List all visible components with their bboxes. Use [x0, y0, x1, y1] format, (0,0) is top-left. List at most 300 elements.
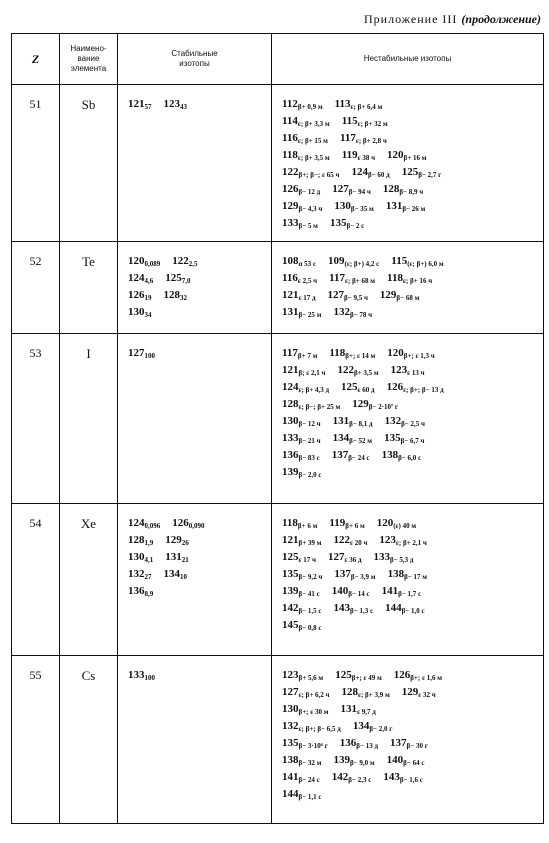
isotope-note: β+ 6 м — [345, 522, 365, 530]
mass-number: 123 — [390, 364, 408, 376]
mass-number: 125 — [282, 551, 299, 563]
mass-number: 118 — [282, 149, 298, 161]
isotope-note: 32 — [180, 294, 187, 302]
isotope-line — [128, 584, 267, 601]
mass-number: 127 — [332, 183, 349, 195]
isotope-line — [282, 182, 539, 199]
mass-number: 128 — [163, 289, 180, 301]
isotope-entry — [333, 305, 372, 322]
mass-number: 135 — [384, 432, 401, 444]
isotope-entry — [282, 254, 316, 271]
isotope-note: β− 2,3 с — [348, 776, 372, 784]
isotope-line — [282, 584, 539, 601]
isotope-line — [282, 254, 539, 271]
isotope-entry — [282, 533, 321, 550]
isotope-entry — [282, 516, 317, 533]
isotope-entry — [391, 254, 443, 271]
isotope-note: β− 9,2 ч — [298, 573, 323, 581]
isotope-entry — [342, 114, 388, 131]
mass-number: 138 — [381, 449, 399, 461]
isotope-entry — [282, 182, 320, 199]
isotope-note: β+ 39 м — [298, 539, 322, 547]
isotope-note: ε; β+ 3,3 м — [297, 120, 330, 128]
mass-number: 140 — [386, 754, 404, 766]
mass-number: 131 — [282, 306, 299, 318]
isotope-entry — [384, 431, 424, 448]
isotope-entry — [128, 668, 155, 685]
isotope-line — [128, 516, 267, 533]
isotope-note: β− 26 м — [402, 205, 426, 213]
mass-number: 120 — [376, 517, 394, 529]
unstable-isotopes-cell — [272, 242, 544, 334]
mass-number: 109 — [328, 255, 345, 267]
mass-number: 117 — [339, 132, 356, 144]
isotope-entry — [128, 533, 153, 550]
mass-number: 120 — [387, 149, 404, 161]
mass-number: 144 — [282, 788, 299, 800]
isotope-line — [128, 271, 267, 288]
mass-number: 122 — [282, 166, 299, 178]
isotope-entry — [128, 516, 160, 533]
isotope-entry — [128, 288, 152, 305]
isotope-entry — [282, 165, 339, 182]
isotope-entry — [332, 584, 370, 601]
isotope-note: β+ 7 м — [297, 352, 318, 360]
table-row — [12, 85, 544, 242]
element-cell: I — [60, 334, 118, 504]
mass-number: 125 — [335, 669, 352, 681]
isotope-entry — [330, 216, 364, 233]
stable-isotopes-cell — [118, 85, 272, 242]
mass-number: 141 — [282, 771, 299, 783]
isotope-note: ε 13 ч — [407, 369, 425, 377]
isotope-entry — [341, 380, 375, 397]
isotope-note: β− 2,7 г — [418, 171, 442, 179]
table-row — [12, 656, 544, 824]
mass-number: 141 — [381, 585, 399, 597]
mass-number: 131 — [340, 703, 358, 715]
isotope-note: 2,5 — [188, 260, 198, 268]
isotope-note: ε; β+ 3,9 м — [357, 691, 390, 699]
isotope-entry — [172, 516, 204, 533]
mass-number: 139 — [333, 754, 350, 766]
isotope-note: ε 32 ч — [418, 691, 436, 699]
isotope-line — [282, 668, 539, 685]
mass-number: 134 — [163, 568, 180, 580]
mass-number: 132 — [282, 720, 299, 732]
mass-number: 136 — [339, 737, 357, 749]
isotope-note: ε; β+ 2,8 ч — [355, 137, 387, 145]
mass-number: 139 — [282, 466, 299, 478]
isotope-entry — [282, 414, 321, 431]
mass-number: 118 — [387, 272, 403, 284]
isotope-entry — [282, 288, 316, 305]
isotope-entry — [391, 363, 425, 380]
stable-isotopes-cell — [118, 656, 272, 824]
mass-number: 123 — [379, 534, 396, 546]
isotope-line — [282, 148, 539, 165]
isotope-note: β+; ε 14 м — [345, 352, 376, 360]
isotope-note: β− 9,0 м — [349, 759, 375, 767]
isotope-entry — [334, 567, 375, 584]
isotope-entry — [333, 414, 373, 431]
isotope-note: 100 — [144, 674, 155, 682]
isotope-note: 57 — [144, 103, 152, 111]
isotope-note: 43 — [180, 103, 187, 111]
mass-number: 119 — [329, 517, 346, 529]
isotope-line — [128, 346, 267, 363]
isotope-note: α 53 с — [298, 260, 317, 268]
mass-number: 118 — [282, 517, 298, 529]
isotope-entry — [333, 753, 374, 770]
isotope-note: β− 9,5 ч — [344, 294, 368, 302]
isotope-note: β− 68 м — [396, 294, 420, 302]
mass-number: 138 — [282, 754, 299, 766]
isotope-note: 4,1 — [144, 556, 154, 564]
isotope-line — [128, 305, 267, 322]
isotope-entry — [328, 288, 368, 305]
isotope-note: ε 38 ч — [357, 154, 376, 162]
isotope-entry — [329, 271, 375, 288]
isotope-line — [282, 448, 539, 465]
column-header-unstable: Нестабильные изотопы — [272, 34, 544, 85]
mass-number: 124 — [128, 517, 145, 529]
mass-number: 137 — [331, 449, 349, 461]
mass-number: 117 — [282, 347, 298, 359]
isotope-note: ε 17 ч — [298, 556, 316, 564]
isotope-line — [282, 414, 539, 431]
isotope-table — [11, 33, 544, 824]
z-cell: 52 — [12, 242, 60, 334]
isotope-note: β+; β−; ε 65 ч — [298, 171, 340, 179]
isotope-entry — [332, 182, 371, 199]
isotope-note: β− 83 с — [298, 454, 320, 462]
isotope-line — [282, 567, 539, 584]
mass-number: 133 — [282, 217, 299, 229]
table-header-row — [12, 34, 544, 85]
z-cell: 55 — [12, 656, 60, 824]
isotope-note: β+ 3,5 м — [353, 369, 379, 377]
isotope-entry — [128, 305, 152, 322]
isotope-entry — [165, 533, 189, 550]
isotope-note: ε; β+; β− 13 д — [403, 386, 444, 394]
mass-number: 135 — [329, 217, 347, 229]
isotope-line — [282, 271, 539, 288]
mass-number: 125 — [401, 166, 419, 178]
isotope-note: β− 24 с — [348, 454, 370, 462]
mass-number: 112 — [282, 98, 298, 110]
mass-number: 130 — [282, 703, 299, 715]
isotope-entry — [128, 97, 152, 114]
element-cell: Xe — [60, 504, 118, 656]
table-row — [12, 334, 544, 504]
header-prefix: Приложение III — [364, 12, 458, 26]
isotope-entry — [334, 601, 374, 618]
mass-number: 131 — [165, 551, 182, 563]
mass-number: 142 — [282, 602, 299, 614]
isotope-note: ε 60 д — [357, 386, 375, 394]
mass-number: 121 — [282, 534, 299, 546]
isotope-entry — [282, 216, 318, 233]
mass-number: 130 — [128, 306, 145, 318]
mass-number: 131 — [332, 415, 350, 427]
isotope-entry — [282, 97, 323, 114]
unstable-isotopes-cell — [272, 334, 544, 504]
mass-number: 130 — [128, 551, 145, 563]
stable-isotopes-cell — [118, 242, 272, 334]
mass-number: 130 — [282, 415, 299, 427]
isotope-note: (ε; β+) 4,2 с — [344, 260, 380, 268]
isotope-entry — [282, 114, 330, 131]
mass-number: 142 — [331, 771, 349, 783]
isotope-entry — [390, 736, 428, 753]
element-cell: Te — [60, 242, 118, 334]
mass-number: 128 — [341, 686, 358, 698]
isotope-note: ε 20 ч — [349, 539, 368, 547]
isotope-note: β− 32 м — [298, 759, 322, 767]
isotope-line — [282, 346, 539, 363]
isotope-line — [282, 719, 539, 736]
mass-number: 138 — [387, 568, 405, 580]
table-row — [12, 504, 544, 656]
isotope-line — [128, 533, 267, 550]
isotope-entry — [329, 346, 375, 363]
isotope-note: β− 1,5 с — [298, 607, 322, 615]
isotope-entry — [385, 414, 425, 431]
isotope-entry — [282, 668, 323, 685]
isotope-line — [128, 254, 267, 271]
isotope-note: β− 2,5 ч — [401, 420, 425, 428]
isotope-entry — [282, 550, 316, 567]
isotope-entry — [282, 770, 320, 787]
mass-number: 130 — [334, 200, 351, 212]
mass-number: 116 — [282, 272, 298, 284]
mass-number: 135 — [282, 737, 299, 749]
mass-number: 122 — [333, 534, 350, 546]
mass-number: 121 — [128, 98, 145, 110]
isotope-entry — [128, 584, 153, 601]
mass-number: 143 — [333, 602, 351, 614]
mass-number: 123 — [282, 669, 299, 681]
mass-number: 119 — [341, 149, 358, 161]
isotope-note: β+ 6 м — [297, 522, 318, 530]
isotope-entry — [383, 770, 423, 787]
isotope-line — [128, 288, 267, 305]
isotope-note: β− 2,0 с — [298, 471, 322, 479]
isotope-entry — [164, 288, 188, 305]
element-cell: Sb — [60, 85, 118, 242]
mass-number: 120 — [387, 347, 404, 359]
mass-number: 126 — [386, 381, 404, 393]
isotope-line — [282, 601, 539, 618]
isotope-entry — [334, 199, 373, 216]
isotope-note: β− 1,7 с — [398, 590, 422, 598]
isotope-entry — [282, 702, 329, 719]
isotope-note: 26 — [181, 539, 189, 547]
isotope-line — [282, 550, 539, 567]
isotope-line — [282, 288, 539, 305]
isotope-note: 100 — [144, 352, 155, 360]
isotope-line — [282, 618, 539, 635]
isotope-line — [128, 97, 267, 114]
isotope-note: β− 2 с — [346, 222, 365, 230]
isotope-note: β− 24 с — [298, 776, 320, 784]
column-header-element: Наимено- вание элемента — [60, 34, 118, 85]
mass-number: 122 — [337, 364, 354, 376]
isotope-note: ε 36 д — [344, 556, 362, 564]
isotope-entry — [282, 397, 340, 414]
isotope-note: β− 1,3 с — [350, 607, 374, 615]
isotope-note: β− 1,6 с — [399, 776, 423, 784]
isotope-entry — [402, 165, 442, 182]
isotope-entry — [335, 668, 382, 685]
mass-number: 129 — [282, 200, 299, 212]
stable-isotopes-cell — [118, 334, 272, 504]
isotope-entry — [387, 271, 432, 288]
mass-number: 135 — [282, 568, 299, 580]
isotope-note: β− 78 ч — [349, 311, 373, 319]
mass-number: 129 — [379, 289, 397, 301]
isotope-line — [282, 165, 539, 182]
mass-number: 125 — [341, 381, 358, 393]
mass-number: 117 — [329, 272, 346, 284]
column-header-z: Z — [12, 34, 60, 85]
isotope-entry — [374, 550, 414, 567]
isotope-note: β+ 0,9 м — [297, 103, 323, 111]
isotope-entry — [333, 533, 367, 550]
isotope-note: β− 8,9 ч — [399, 188, 424, 196]
isotope-note: β− 94 ч — [348, 188, 371, 196]
isotope-note: β+; ε 1,6 м — [410, 674, 443, 682]
isotope-entry — [282, 148, 330, 165]
isotope-line — [282, 114, 539, 131]
isotope-note: 10 — [180, 573, 187, 581]
isotope-note: β− 1,0 с — [401, 607, 425, 615]
isotope-entry — [282, 567, 322, 584]
isotope-note: ε; β+ 68 м — [345, 277, 376, 285]
isotope-note: β− 30 г — [406, 742, 428, 750]
isotope-entry — [282, 271, 317, 288]
isotope-entry — [282, 685, 329, 702]
column-header-stable: Стабильные изотопы — [118, 34, 272, 85]
mass-number: 144 — [385, 602, 402, 614]
isotope-entry — [386, 199, 425, 216]
mass-number: 124 — [128, 272, 145, 284]
isotope-note: ε; β+ 16 ч — [402, 277, 433, 285]
isotope-note: (ε) 40 м — [393, 522, 417, 530]
isotope-entry — [128, 567, 152, 584]
isotope-line — [282, 533, 539, 550]
isotope-note: ε 2,5 ч — [297, 277, 318, 285]
mass-number: 113 — [334, 98, 351, 110]
mass-number: 127 — [327, 289, 345, 301]
isotope-note: ε; β+; β− 6,5 д — [298, 725, 341, 733]
isotope-entry — [380, 288, 419, 305]
isotope-note: 4,6 — [144, 277, 154, 285]
isotope-entry — [387, 148, 426, 165]
isotope-entry — [282, 465, 322, 482]
isotope-note: 27 — [144, 573, 152, 581]
isotope-note: ε; β+ 4,3 д — [298, 386, 330, 394]
isotope-note: β+; ε 30 м — [298, 708, 329, 716]
isotope-note: β+; ε 49 м — [351, 674, 382, 682]
isotope-entry — [282, 787, 322, 804]
mass-number: 143 — [383, 771, 400, 783]
mass-number: 131 — [385, 200, 403, 212]
unstable-isotopes-cell — [272, 656, 544, 824]
isotope-note: β− 60 д — [367, 171, 390, 179]
isotope-line — [282, 216, 539, 233]
isotope-entry — [128, 271, 153, 288]
isotope-note: β+ 16 м — [403, 154, 427, 162]
isotope-note: β− 17 м — [404, 573, 428, 581]
mass-number: 127 — [282, 686, 299, 698]
mass-number: 132 — [333, 306, 350, 318]
isotope-note: 8,9 — [144, 590, 154, 598]
mass-number: 137 — [334, 568, 351, 580]
isotope-entry — [164, 97, 188, 114]
isotope-line — [282, 753, 539, 770]
isotope-note: ε; β−; β+ 25 м — [298, 403, 341, 411]
mass-number: 145 — [282, 619, 299, 631]
isotope-note: β− 52 м — [349, 437, 373, 445]
isotope-entry — [282, 363, 325, 380]
mass-number: 108 — [282, 255, 299, 267]
mass-number: 121 — [282, 364, 299, 376]
mass-number: 125 — [165, 272, 182, 284]
isotope-note: β− 5 м — [298, 222, 318, 230]
isotope-entry — [282, 753, 321, 770]
mass-number: 126 — [282, 183, 299, 195]
isotope-line — [282, 305, 539, 322]
isotope-entry — [377, 516, 416, 533]
mass-number: 126 — [172, 517, 189, 529]
isotope-entry — [387, 753, 425, 770]
isotope-line — [282, 787, 539, 804]
isotope-entry — [282, 448, 320, 465]
mass-number: 134 — [332, 432, 350, 444]
isotope-entry — [328, 550, 362, 567]
mass-number: 116 — [282, 132, 298, 144]
isotope-entry — [394, 668, 442, 685]
isotope-entry — [379, 533, 426, 550]
mass-number: 126 — [393, 669, 411, 681]
isotope-note: 0,089 — [144, 260, 161, 268]
stable-isotopes-cell — [118, 504, 272, 656]
isotope-entry — [383, 182, 423, 199]
mass-number: 120 — [128, 255, 145, 267]
isotope-entry — [332, 448, 370, 465]
mass-number: 129 — [352, 398, 369, 410]
isotope-entry — [282, 305, 321, 322]
table-row — [12, 242, 544, 334]
mass-number: 122 — [172, 255, 189, 267]
isotope-entry — [282, 346, 317, 363]
isotope-note: β− 25 м — [298, 311, 322, 319]
isotope-entry — [282, 719, 341, 736]
mass-number: 133 — [282, 432, 299, 444]
z-cell: 51 — [12, 85, 60, 242]
mass-number: 115 — [341, 115, 358, 127]
mass-number: 129 — [165, 534, 182, 546]
isotope-entry — [282, 380, 329, 397]
isotope-note: 34 — [144, 311, 152, 319]
mass-number: 124 — [351, 166, 368, 178]
mass-number: 139 — [282, 585, 299, 597]
unstable-isotopes-cell — [272, 504, 544, 656]
isotope-note: ε; β+ 6,2 ч — [298, 691, 330, 699]
isotope-line — [282, 516, 539, 533]
